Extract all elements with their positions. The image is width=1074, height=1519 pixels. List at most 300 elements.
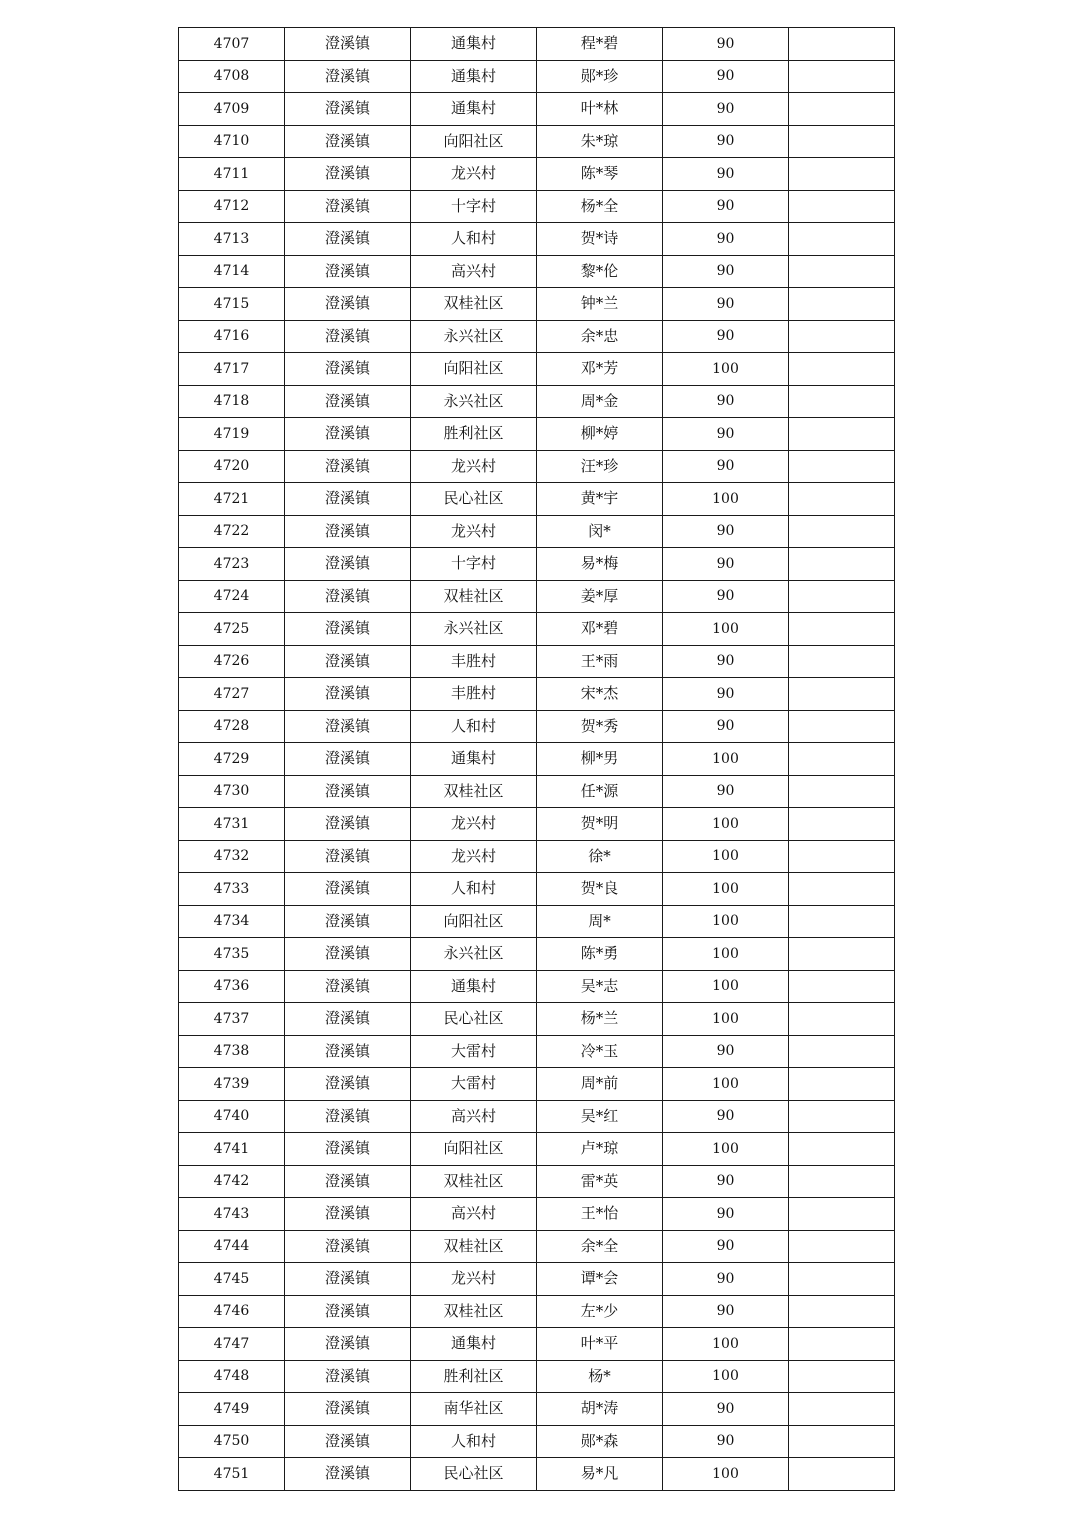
serial-number-cell: 4727 bbox=[179, 678, 285, 711]
table-row bbox=[179, 1100, 895, 1133]
name-cell: 叶*平 bbox=[537, 1328, 663, 1361]
table-row bbox=[179, 255, 895, 288]
amount-cell: 90 bbox=[663, 1393, 789, 1426]
name-cell: 贺*诗 bbox=[537, 223, 663, 256]
name-cell: 胡*涛 bbox=[537, 1393, 663, 1426]
table-row bbox=[179, 93, 895, 126]
table-row bbox=[179, 645, 895, 678]
name-cell: 叶*林 bbox=[537, 93, 663, 126]
serial-number-cell: 4713 bbox=[179, 223, 285, 256]
village-cell: 通集村 bbox=[411, 970, 537, 1003]
table-row bbox=[179, 840, 895, 873]
amount-cell: 100 bbox=[663, 808, 789, 841]
note-cell bbox=[789, 905, 895, 938]
serial-number-cell: 4745 bbox=[179, 1263, 285, 1296]
name-cell: 卢*琼 bbox=[537, 1133, 663, 1166]
table-row bbox=[179, 970, 895, 1003]
town-cell: 澄溪镇 bbox=[285, 158, 411, 191]
town-cell: 澄溪镇 bbox=[285, 645, 411, 678]
serial-number-cell: 4720 bbox=[179, 450, 285, 483]
town-cell: 澄溪镇 bbox=[285, 60, 411, 93]
name-cell: 杨* bbox=[537, 1360, 663, 1393]
serial-number-cell: 4736 bbox=[179, 970, 285, 1003]
table-row bbox=[179, 125, 895, 158]
serial-number-cell: 4728 bbox=[179, 710, 285, 743]
serial-number-cell: 4722 bbox=[179, 515, 285, 548]
table-row bbox=[179, 1003, 895, 1036]
serial-number-cell: 4750 bbox=[179, 1425, 285, 1458]
name-cell: 吴*红 bbox=[537, 1100, 663, 1133]
amount-cell: 90 bbox=[663, 255, 789, 288]
village-cell: 通集村 bbox=[411, 60, 537, 93]
town-cell: 澄溪镇 bbox=[285, 1360, 411, 1393]
table-row bbox=[179, 158, 895, 191]
note-cell bbox=[789, 1133, 895, 1166]
table-row bbox=[179, 353, 895, 386]
serial-number-cell: 4729 bbox=[179, 743, 285, 776]
serial-number-cell: 4721 bbox=[179, 483, 285, 516]
name-cell: 黄*宇 bbox=[537, 483, 663, 516]
village-cell: 人和村 bbox=[411, 223, 537, 256]
note-cell bbox=[789, 288, 895, 321]
town-cell: 澄溪镇 bbox=[285, 1003, 411, 1036]
serial-number-cell: 4738 bbox=[179, 1035, 285, 1068]
town-cell: 澄溪镇 bbox=[285, 93, 411, 126]
table-row bbox=[179, 418, 895, 451]
serial-number-cell: 4747 bbox=[179, 1328, 285, 1361]
name-cell: 郧*森 bbox=[537, 1425, 663, 1458]
town-cell: 澄溪镇 bbox=[285, 678, 411, 711]
village-cell: 民心社区 bbox=[411, 1003, 537, 1036]
village-cell: 龙兴村 bbox=[411, 1263, 537, 1296]
amount-cell: 90 bbox=[663, 125, 789, 158]
serial-number-cell: 4710 bbox=[179, 125, 285, 158]
village-cell: 民心社区 bbox=[411, 483, 537, 516]
name-cell: 左*少 bbox=[537, 1295, 663, 1328]
amount-cell: 90 bbox=[663, 1263, 789, 1296]
village-cell: 通集村 bbox=[411, 1328, 537, 1361]
town-cell: 澄溪镇 bbox=[285, 840, 411, 873]
town-cell: 澄溪镇 bbox=[285, 580, 411, 613]
note-cell bbox=[789, 678, 895, 711]
serial-number-cell: 4734 bbox=[179, 905, 285, 938]
table-row bbox=[179, 710, 895, 743]
serial-number-cell: 4719 bbox=[179, 418, 285, 451]
village-cell: 龙兴村 bbox=[411, 158, 537, 191]
village-cell: 胜利社区 bbox=[411, 418, 537, 451]
note-cell bbox=[789, 743, 895, 776]
table-row bbox=[179, 1458, 895, 1491]
town-cell: 澄溪镇 bbox=[285, 905, 411, 938]
table-row bbox=[179, 808, 895, 841]
village-cell: 永兴社区 bbox=[411, 938, 537, 971]
amount-cell: 100 bbox=[663, 1360, 789, 1393]
amount-cell: 100 bbox=[663, 1328, 789, 1361]
note-cell bbox=[789, 808, 895, 841]
name-cell: 周*前 bbox=[537, 1068, 663, 1101]
amount-cell: 90 bbox=[663, 1035, 789, 1068]
village-cell: 向阳社区 bbox=[411, 125, 537, 158]
note-cell bbox=[789, 645, 895, 678]
village-cell: 通集村 bbox=[411, 28, 537, 61]
amount-cell: 90 bbox=[663, 418, 789, 451]
note-cell bbox=[789, 418, 895, 451]
town-cell: 澄溪镇 bbox=[285, 938, 411, 971]
village-cell: 龙兴村 bbox=[411, 450, 537, 483]
village-cell: 双桂社区 bbox=[411, 1165, 537, 1198]
table-row bbox=[179, 905, 895, 938]
town-cell: 澄溪镇 bbox=[285, 548, 411, 581]
serial-number-cell: 4724 bbox=[179, 580, 285, 613]
note-cell bbox=[789, 28, 895, 61]
serial-number-cell: 4739 bbox=[179, 1068, 285, 1101]
town-cell: 澄溪镇 bbox=[285, 1295, 411, 1328]
note-cell bbox=[789, 483, 895, 516]
table-row bbox=[179, 613, 895, 646]
village-cell: 高兴村 bbox=[411, 255, 537, 288]
name-cell: 陈*琴 bbox=[537, 158, 663, 191]
town-cell: 澄溪镇 bbox=[285, 1393, 411, 1426]
name-cell: 贺*良 bbox=[537, 873, 663, 906]
village-cell: 双桂社区 bbox=[411, 1230, 537, 1263]
note-cell bbox=[789, 93, 895, 126]
village-cell: 高兴村 bbox=[411, 1100, 537, 1133]
town-cell: 澄溪镇 bbox=[285, 1425, 411, 1458]
name-cell: 汪*珍 bbox=[537, 450, 663, 483]
name-cell: 徐* bbox=[537, 840, 663, 873]
serial-number-cell: 4740 bbox=[179, 1100, 285, 1133]
serial-number-cell: 4709 bbox=[179, 93, 285, 126]
name-cell: 郧*珍 bbox=[537, 60, 663, 93]
amount-cell: 100 bbox=[663, 353, 789, 386]
table-row bbox=[179, 385, 895, 418]
table-row bbox=[179, 515, 895, 548]
amount-cell: 90 bbox=[663, 678, 789, 711]
town-cell: 澄溪镇 bbox=[285, 1165, 411, 1198]
town-cell: 澄溪镇 bbox=[285, 1068, 411, 1101]
village-cell: 向阳社区 bbox=[411, 905, 537, 938]
note-cell bbox=[789, 60, 895, 93]
name-cell: 邓*碧 bbox=[537, 613, 663, 646]
serial-number-cell: 4707 bbox=[179, 28, 285, 61]
note-cell bbox=[789, 840, 895, 873]
note-cell bbox=[789, 1360, 895, 1393]
village-cell: 双桂社区 bbox=[411, 1295, 537, 1328]
serial-number-cell: 4748 bbox=[179, 1360, 285, 1393]
town-cell: 澄溪镇 bbox=[285, 775, 411, 808]
note-cell bbox=[789, 255, 895, 288]
serial-number-cell: 4749 bbox=[179, 1393, 285, 1426]
village-cell: 胜利社区 bbox=[411, 1360, 537, 1393]
amount-cell: 90 bbox=[663, 190, 789, 223]
name-cell: 谭*会 bbox=[537, 1263, 663, 1296]
amount-cell: 90 bbox=[663, 28, 789, 61]
village-cell: 龙兴村 bbox=[411, 808, 537, 841]
town-cell: 澄溪镇 bbox=[285, 1458, 411, 1491]
name-cell: 邓*芳 bbox=[537, 353, 663, 386]
village-cell: 向阳社区 bbox=[411, 353, 537, 386]
town-cell: 澄溪镇 bbox=[285, 385, 411, 418]
table-row bbox=[179, 548, 895, 581]
amount-cell: 90 bbox=[663, 1198, 789, 1231]
serial-number-cell: 4716 bbox=[179, 320, 285, 353]
note-cell bbox=[789, 385, 895, 418]
name-cell: 余*全 bbox=[537, 1230, 663, 1263]
table-row bbox=[179, 1328, 895, 1361]
amount-cell: 100 bbox=[663, 905, 789, 938]
town-cell: 澄溪镇 bbox=[285, 288, 411, 321]
table-row bbox=[179, 775, 895, 808]
note-cell bbox=[789, 1165, 895, 1198]
table-row bbox=[179, 1068, 895, 1101]
roster-table-body bbox=[179, 28, 895, 1491]
amount-cell: 90 bbox=[663, 580, 789, 613]
name-cell: 任*源 bbox=[537, 775, 663, 808]
amount-cell: 100 bbox=[663, 840, 789, 873]
name-cell: 贺*秀 bbox=[537, 710, 663, 743]
town-cell: 澄溪镇 bbox=[285, 1328, 411, 1361]
amount-cell: 90 bbox=[663, 645, 789, 678]
amount-cell: 100 bbox=[663, 938, 789, 971]
village-cell: 永兴社区 bbox=[411, 385, 537, 418]
table-row bbox=[179, 28, 895, 61]
serial-number-cell: 4714 bbox=[179, 255, 285, 288]
amount-cell: 90 bbox=[663, 288, 789, 321]
note-cell bbox=[789, 710, 895, 743]
amount-cell: 100 bbox=[663, 483, 789, 516]
name-cell: 黎*伦 bbox=[537, 255, 663, 288]
town-cell: 澄溪镇 bbox=[285, 1133, 411, 1166]
town-cell: 澄溪镇 bbox=[285, 353, 411, 386]
table-row bbox=[179, 60, 895, 93]
name-cell: 宋*杰 bbox=[537, 678, 663, 711]
name-cell: 冷*玉 bbox=[537, 1035, 663, 1068]
table-row bbox=[179, 483, 895, 516]
amount-cell: 90 bbox=[663, 60, 789, 93]
table-row bbox=[179, 223, 895, 256]
note-cell bbox=[789, 125, 895, 158]
note-cell bbox=[789, 223, 895, 256]
town-cell: 澄溪镇 bbox=[285, 255, 411, 288]
amount-cell: 90 bbox=[663, 548, 789, 581]
table-row bbox=[179, 1263, 895, 1296]
amount-cell: 90 bbox=[663, 158, 789, 191]
village-cell: 大雷村 bbox=[411, 1068, 537, 1101]
serial-number-cell: 4741 bbox=[179, 1133, 285, 1166]
note-cell bbox=[789, 1068, 895, 1101]
serial-number-cell: 4743 bbox=[179, 1198, 285, 1231]
amount-cell: 90 bbox=[663, 93, 789, 126]
town-cell: 澄溪镇 bbox=[285, 223, 411, 256]
note-cell bbox=[789, 613, 895, 646]
table-row bbox=[179, 1165, 895, 1198]
note-cell bbox=[789, 1458, 895, 1491]
name-cell: 周* bbox=[537, 905, 663, 938]
village-cell: 龙兴村 bbox=[411, 515, 537, 548]
amount-cell: 90 bbox=[663, 1100, 789, 1133]
serial-number-cell: 4712 bbox=[179, 190, 285, 223]
town-cell: 澄溪镇 bbox=[285, 483, 411, 516]
town-cell: 澄溪镇 bbox=[285, 418, 411, 451]
village-cell: 双桂社区 bbox=[411, 288, 537, 321]
serial-number-cell: 4746 bbox=[179, 1295, 285, 1328]
table-row bbox=[179, 288, 895, 321]
amount-cell: 90 bbox=[663, 515, 789, 548]
village-cell: 南华社区 bbox=[411, 1393, 537, 1426]
note-cell bbox=[789, 158, 895, 191]
note-cell bbox=[789, 1393, 895, 1426]
note-cell bbox=[789, 1035, 895, 1068]
name-cell: 姜*厚 bbox=[537, 580, 663, 613]
name-cell: 柳*男 bbox=[537, 743, 663, 776]
village-cell: 龙兴村 bbox=[411, 840, 537, 873]
table-row bbox=[179, 1198, 895, 1231]
serial-number-cell: 4737 bbox=[179, 1003, 285, 1036]
village-cell: 人和村 bbox=[411, 1425, 537, 1458]
town-cell: 澄溪镇 bbox=[285, 710, 411, 743]
serial-number-cell: 4744 bbox=[179, 1230, 285, 1263]
amount-cell: 90 bbox=[663, 1425, 789, 1458]
note-cell bbox=[789, 1003, 895, 1036]
town-cell: 澄溪镇 bbox=[285, 190, 411, 223]
amount-cell: 100 bbox=[663, 743, 789, 776]
table-row bbox=[179, 743, 895, 776]
note-cell bbox=[789, 190, 895, 223]
serial-number-cell: 4735 bbox=[179, 938, 285, 971]
name-cell: 吴*志 bbox=[537, 970, 663, 1003]
village-cell: 人和村 bbox=[411, 873, 537, 906]
amount-cell: 100 bbox=[663, 873, 789, 906]
town-cell: 澄溪镇 bbox=[285, 450, 411, 483]
note-cell bbox=[789, 1425, 895, 1458]
serial-number-cell: 4726 bbox=[179, 645, 285, 678]
roster-table bbox=[178, 27, 895, 1491]
village-cell: 永兴社区 bbox=[411, 320, 537, 353]
note-cell bbox=[789, 938, 895, 971]
serial-number-cell: 4731 bbox=[179, 808, 285, 841]
note-cell bbox=[789, 1328, 895, 1361]
table-row bbox=[179, 1230, 895, 1263]
table-row bbox=[179, 1133, 895, 1166]
serial-number-cell: 4725 bbox=[179, 613, 285, 646]
town-cell: 澄溪镇 bbox=[285, 1263, 411, 1296]
serial-number-cell: 4718 bbox=[179, 385, 285, 418]
village-cell: 向阳社区 bbox=[411, 1133, 537, 1166]
amount-cell: 90 bbox=[663, 385, 789, 418]
table-row bbox=[179, 1360, 895, 1393]
name-cell: 杨*兰 bbox=[537, 1003, 663, 1036]
table-row bbox=[179, 1393, 895, 1426]
table-row bbox=[179, 938, 895, 971]
village-cell: 人和村 bbox=[411, 710, 537, 743]
serial-number-cell: 4751 bbox=[179, 1458, 285, 1491]
note-cell bbox=[789, 775, 895, 808]
serial-number-cell: 4733 bbox=[179, 873, 285, 906]
amount-cell: 90 bbox=[663, 1295, 789, 1328]
name-cell: 余*忠 bbox=[537, 320, 663, 353]
serial-number-cell: 4708 bbox=[179, 60, 285, 93]
serial-number-cell: 4742 bbox=[179, 1165, 285, 1198]
amount-cell: 100 bbox=[663, 1133, 789, 1166]
town-cell: 澄溪镇 bbox=[285, 1230, 411, 1263]
name-cell: 易*梅 bbox=[537, 548, 663, 581]
serial-number-cell: 4723 bbox=[179, 548, 285, 581]
name-cell: 闵* bbox=[537, 515, 663, 548]
town-cell: 澄溪镇 bbox=[285, 320, 411, 353]
town-cell: 澄溪镇 bbox=[285, 808, 411, 841]
town-cell: 澄溪镇 bbox=[285, 873, 411, 906]
village-cell: 大雷村 bbox=[411, 1035, 537, 1068]
note-cell bbox=[789, 970, 895, 1003]
table-row bbox=[179, 320, 895, 353]
note-cell bbox=[789, 1230, 895, 1263]
table-row bbox=[179, 1425, 895, 1458]
village-cell: 通集村 bbox=[411, 743, 537, 776]
table-row bbox=[179, 873, 895, 906]
town-cell: 澄溪镇 bbox=[285, 125, 411, 158]
village-cell: 双桂社区 bbox=[411, 775, 537, 808]
note-cell bbox=[789, 320, 895, 353]
table-row bbox=[179, 678, 895, 711]
amount-cell: 90 bbox=[663, 450, 789, 483]
amount-cell: 100 bbox=[663, 1003, 789, 1036]
amount-cell: 90 bbox=[663, 775, 789, 808]
name-cell: 程*碧 bbox=[537, 28, 663, 61]
village-cell: 十字村 bbox=[411, 548, 537, 581]
note-cell bbox=[789, 515, 895, 548]
village-cell: 通集村 bbox=[411, 93, 537, 126]
village-cell: 民心社区 bbox=[411, 1458, 537, 1491]
serial-number-cell: 4711 bbox=[179, 158, 285, 191]
amount-cell: 100 bbox=[663, 970, 789, 1003]
name-cell: 周*金 bbox=[537, 385, 663, 418]
name-cell: 贺*明 bbox=[537, 808, 663, 841]
note-cell bbox=[789, 353, 895, 386]
town-cell: 澄溪镇 bbox=[285, 743, 411, 776]
village-cell: 十字村 bbox=[411, 190, 537, 223]
name-cell: 王*怡 bbox=[537, 1198, 663, 1231]
note-cell bbox=[789, 1295, 895, 1328]
amount-cell: 90 bbox=[663, 223, 789, 256]
note-cell bbox=[789, 548, 895, 581]
village-cell: 高兴村 bbox=[411, 1198, 537, 1231]
name-cell: 陈*勇 bbox=[537, 938, 663, 971]
serial-number-cell: 4715 bbox=[179, 288, 285, 321]
village-cell: 永兴社区 bbox=[411, 613, 537, 646]
table-row bbox=[179, 450, 895, 483]
serial-number-cell: 4732 bbox=[179, 840, 285, 873]
amount-cell: 100 bbox=[663, 1068, 789, 1101]
table-row bbox=[179, 190, 895, 223]
note-cell bbox=[789, 1263, 895, 1296]
village-cell: 丰胜村 bbox=[411, 645, 537, 678]
name-cell: 钟*兰 bbox=[537, 288, 663, 321]
amount-cell: 100 bbox=[663, 613, 789, 646]
name-cell: 杨*全 bbox=[537, 190, 663, 223]
name-cell: 王*雨 bbox=[537, 645, 663, 678]
town-cell: 澄溪镇 bbox=[285, 515, 411, 548]
village-cell: 丰胜村 bbox=[411, 678, 537, 711]
name-cell: 雷*英 bbox=[537, 1165, 663, 1198]
name-cell: 柳*婷 bbox=[537, 418, 663, 451]
town-cell: 澄溪镇 bbox=[285, 613, 411, 646]
amount-cell: 90 bbox=[663, 1230, 789, 1263]
amount-cell: 90 bbox=[663, 320, 789, 353]
note-cell bbox=[789, 873, 895, 906]
note-cell bbox=[789, 1198, 895, 1231]
town-cell: 澄溪镇 bbox=[285, 28, 411, 61]
table-row bbox=[179, 580, 895, 613]
